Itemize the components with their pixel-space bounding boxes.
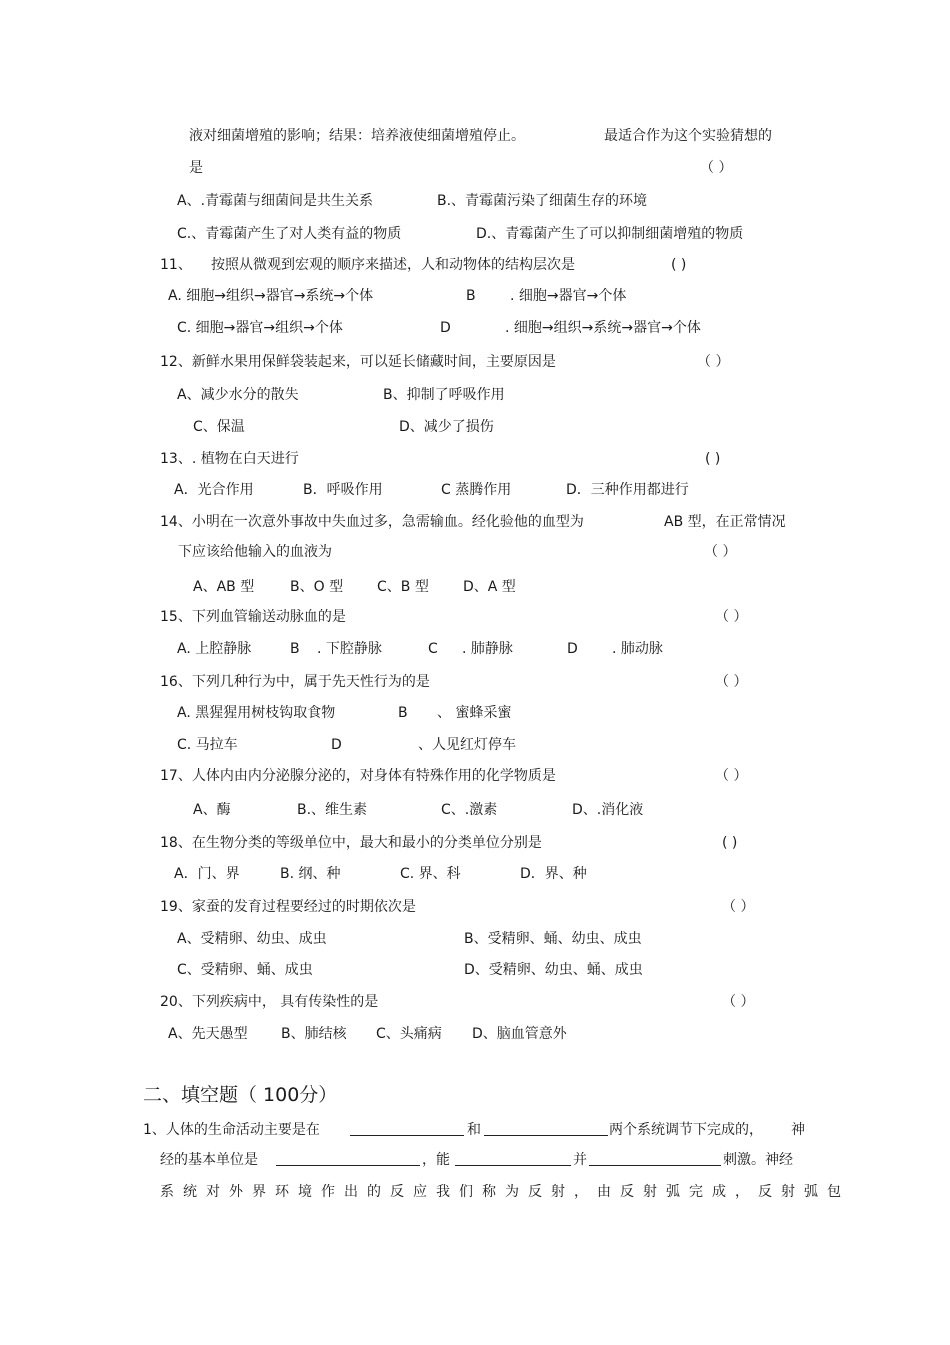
section-heading: 二、填空题（ 100分） [143, 1084, 338, 1106]
text-line: 液对细菌增殖的影响；结果：培养液使细菌增殖停止。 [189, 128, 525, 144]
option-a: A．门、界 [174, 866, 240, 882]
question-text: 下应该给他输入的血液为 [178, 544, 332, 560]
answer-blank[interactable] [455, 1151, 571, 1166]
option-b-letter: B [466, 288, 476, 304]
option-d: D．界、种 [520, 866, 587, 882]
option-c: C、保温 [193, 419, 245, 435]
option-c: C. 马拉车 [177, 737, 238, 753]
option-b: B、肺结核 [281, 1026, 347, 1042]
option-a: A、先天愚型 [168, 1026, 248, 1042]
option-c: C、头痛病 [376, 1026, 442, 1042]
question-text: 刺激。神经 [723, 1152, 793, 1168]
question-text: 12、新鲜水果用保鲜袋装起来，可以延长储藏时间，主要原因是 [160, 354, 556, 370]
option-d-letter: D [331, 737, 342, 753]
option-d: 、人见红灯停车 [418, 737, 516, 753]
question-text: 神 [791, 1122, 805, 1138]
text-line: 最适合作为这个实验猜想的 [604, 128, 772, 144]
option-c: C.、青霉菌产生了对人类有益的物质 [177, 226, 402, 242]
option-c: C、B 型 [377, 579, 429, 595]
answer-bracket: （ ） [715, 674, 748, 690]
question-text: 1、人体的生命活动主要是在 [143, 1122, 320, 1138]
option-c: C. 细胞→器官→组织→个体 [177, 320, 343, 336]
option-b: B.、维生素 [297, 802, 368, 818]
answer-bracket: （ ） [700, 160, 733, 176]
option-a: A．光合作用 [174, 482, 254, 498]
option-a: A、受精卵、幼虫、成虫 [177, 931, 327, 947]
option-b: B. 纲、种 [280, 866, 341, 882]
question-text: 17、人体内由内分泌腺分泌的，对身体有特殊作用的化学物质是 [160, 768, 556, 784]
answer-blank[interactable] [589, 1151, 721, 1166]
option-a: A. 黑猩猩用树枝钩取食物 [177, 705, 336, 721]
question-text: 18、在生物分类的等级单位中，最大和最小的分类单位分别是 [160, 835, 542, 851]
answer-bracket: （ ） [722, 994, 755, 1010]
question-text: 14、小明在一次意外事故中失血过多，急需输血。经化验他的血型为 [160, 514, 584, 530]
question-number: 11、 [160, 257, 192, 273]
question-text: 并 [573, 1152, 587, 1168]
option-d: D．三种作用都进行 [566, 482, 689, 498]
question-text: 经的基本单位是 [160, 1152, 258, 1168]
option-c-letter: C [428, 641, 438, 657]
option-c: . 肺静脉 [462, 641, 513, 657]
answer-blank[interactable] [350, 1121, 464, 1136]
answer-bracket: （ ） [715, 609, 748, 625]
option-d: D、.消化液 [572, 802, 644, 818]
question-text: 按照从微观到宏观的顺序来描述，人和动物体的结构层次是 [211, 257, 575, 273]
answer-bracket: ( ) [705, 451, 721, 467]
option-d-letter: D [567, 641, 578, 657]
option-b: B.、青霉菌污染了细菌生存的环境 [437, 193, 648, 209]
option-b: B、O 型 [290, 579, 344, 595]
text-line: 是 [189, 160, 203, 176]
option-a: A、.青霉菌与细菌间是共生关系 [177, 193, 374, 209]
answer-bracket: （ ） [722, 899, 755, 915]
option-d: D、A 型 [463, 579, 516, 595]
option-d: D、减少了损伤 [399, 419, 494, 435]
option-d-letter: D [440, 320, 451, 336]
option-c: C、.激素 [441, 802, 498, 818]
option-d: D、脑血管意外 [472, 1026, 567, 1042]
question-text: ，能 [422, 1152, 450, 1168]
option-d: . 肺动脉 [612, 641, 663, 657]
option-d: D、受精卵、幼虫、蛹、成虫 [464, 962, 643, 978]
option-c: C 蒸腾作用 [441, 482, 512, 498]
option-a: A. 上腔静脉 [177, 641, 252, 657]
option-d: . 细胞→组织→系统→器官→个体 [505, 320, 701, 336]
answer-bracket: ( ) [671, 257, 687, 273]
option-b-letter: B [290, 641, 300, 657]
answer-bracket: （ ） [697, 354, 730, 370]
question-text: 16、下列几种行为中，属于先天性行为的是 [160, 674, 430, 690]
question-text: 和 [467, 1122, 481, 1138]
option-b: . 下腔静脉 [317, 641, 382, 657]
option-d: D.、青霉菌产生了可以抑制细菌增殖的物质 [476, 226, 744, 242]
option-b: B、受精卵、蛹、幼虫、成虫 [464, 931, 642, 947]
option-a: A. 细胞→组织→器官→系统→个体 [168, 288, 374, 304]
option-b: B、抑制了呼吸作用 [383, 387, 505, 403]
option-c: C. 界、科 [400, 866, 461, 882]
question-text: 13、. 植物在白天进行 [160, 451, 299, 467]
option-b: B．呼吸作用 [303, 482, 383, 498]
question-text: 系统对外界环境作出的反应我们称为反射，由反射弧完成，反射弧包 [160, 1184, 850, 1200]
question-text: 15、下列血管输送动脉血的是 [160, 609, 346, 625]
answer-bracket: （ ） [715, 768, 748, 784]
option-a: A、减少水分的散失 [177, 387, 299, 403]
question-text: 20、下列疾病中， 具有传染性的是 [160, 994, 379, 1010]
option-b-letter: B [398, 705, 408, 721]
option-b: 、 蜜蜂采蜜 [437, 705, 512, 721]
option-b: . 细胞→器官→个体 [510, 288, 627, 304]
option-a: A、AB 型 [193, 579, 255, 595]
answer-bracket: ( ) [722, 835, 738, 851]
question-text: 两个系统调节下完成的， [609, 1122, 763, 1138]
option-c: C、受精卵、蛹、成虫 [177, 962, 313, 978]
question-text: 19、家蚕的发育过程要经过的时期依次是 [160, 899, 416, 915]
question-text: AB 型，在正常情况 [664, 514, 786, 530]
answer-bracket: （ ） [704, 544, 737, 560]
answer-blank[interactable] [276, 1151, 420, 1166]
option-a: A、酶 [193, 802, 231, 818]
answer-blank[interactable] [484, 1121, 608, 1136]
